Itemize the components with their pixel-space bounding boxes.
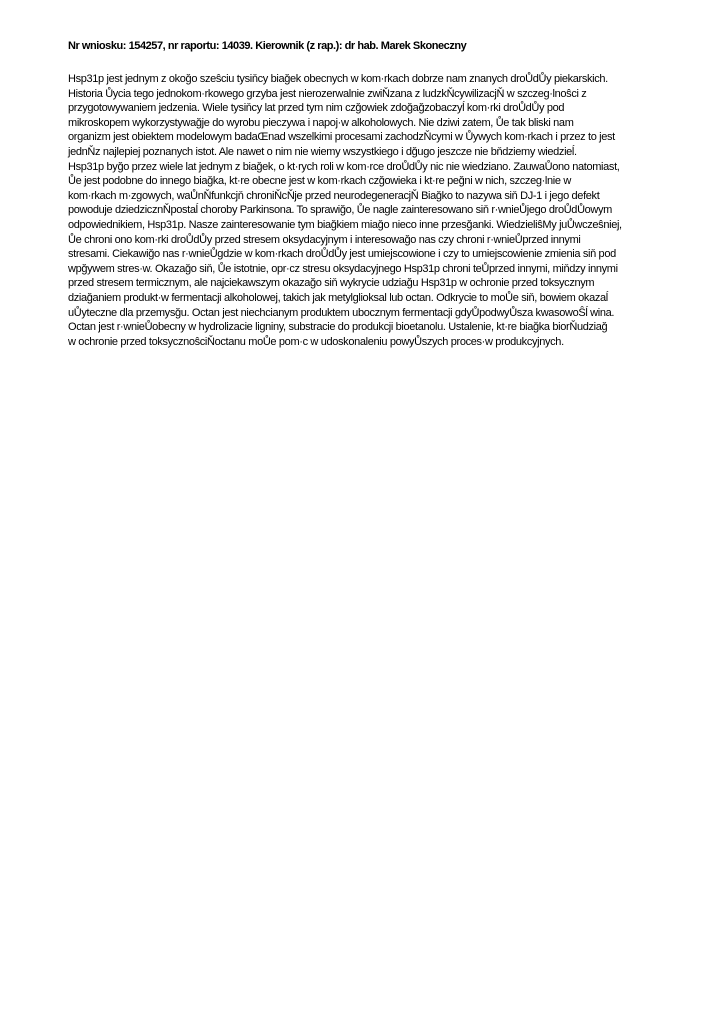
abstract-line: Ůe jest podobne do innego biağka, kt·re obecne jest w kom·rkach czğowieka i kt·re peğni w nich, szczeg·lnie w <box>68 175 571 188</box>
abstract-line: kom·rkach m·zgowych, waŮnŇfunkcjň chroniŇcŇje przed neurodegeneracjŇ Biağko to nazywa siň DJ-1 i jego defekt <box>68 189 600 202</box>
abstract-line: Hsp31p byğo przez wiele lat jednym z biağek, o kt·rych roli w kom·rce droŮdŮy nic nie wiedziano. ZauwaŮono natomiast, <box>68 160 620 173</box>
abstract-line: jednŇz najlepiej poznanych istot. Ale nawet o nim nie wiemy wszystkiego i dğugo jeszcze nie bňdziemy wiedzieĺ. <box>68 145 577 158</box>
abstract-line: organizm jest obiektem modelowym badaŒnad wszelkimi procesami zachodzŇcymi w Ůywych kom·rkach i przez to jest <box>68 131 615 144</box>
report-abstract <box>68 72 692 349</box>
abstract-line: stresami. Ciekawiğo nas r·wnieŮgdzie w kom·rkach droŮdŮy jest umiejscowione i czy to umiejscowienie zmienia siň pod <box>68 248 616 261</box>
abstract-line: powoduje dziedzicznŇpostaĺ choroby Parkinsona. To sprawiğo, Ůe nagle zainteresowano siň r·wnieŮjego droŮdŮowym <box>68 204 612 217</box>
abstract-line: w ochronie przed toksycznoŝciŇoctanu moŮe pom·c w udoskonaleniu powyŮszych proces·w produkcyjnych. <box>68 335 564 348</box>
abstract-line: dziağaniem produkt·w fermentacji alkoholowej, takich jak metylglioksal lub octan. Odkrycie to moŮe siň, bowiem okazaĺ <box>68 291 608 304</box>
abstract-line: Octan jest r·wnieŮobecny w hydrolizacie ligniny, substracie do produkcji bioetanolu. Ustalenie, kt·re biağka biorŇudziağ <box>68 321 608 334</box>
abstract-line: Ůe chroni ono kom·rki droŮdŮy przed stresem oksydacyjnym i interesowağo nas czy chroni r·wnieŮprzed innymi <box>68 233 581 246</box>
abstract-line: przygotowywaniem jedzenia. Wiele tysiňcy lat przed tym nim czğowiek zdoğağzobaczyĺ kom·rki droŮdŮy pod <box>68 102 565 115</box>
abstract-line: Historia Ůycia tego jednokom·rkowego grzyba jest nierozerwalnie zwiŇzana z ludzkŇcywilizacjŇ w szczeg·lnoŝci z <box>68 87 587 100</box>
report-header: Nr wniosku: 154257, nr raportu: 14039. Kierownik (z rap.): dr hab. Marek Skoneczny <box>68 40 467 52</box>
abstract-line: wpğywem stres·w. Okazağo siň, Ůe istotnie, opr·cz stresu oksydacyjnego Hsp31p chroni teŮprzed innymi, miňdzy innymi <box>68 262 618 275</box>
abstract-line: przed stresem termicznym, ale najciekawszym okazağo siň wykrycie udziağu Hsp31p w ochronie przed toksycznym <box>68 277 595 290</box>
abstract-line: mikroskopem wykorzystywağje do wyrobu pieczywa i napoj·w alkoholowych. Nie dziwi zatem, Ůe tak bliski nam <box>68 116 574 129</box>
abstract-line: Hsp31p jest jednym z okoğo szeŝciu tysiňcy biağek obecnych w kom·rkach dobrze nam znanych droŮdŮy piekarskich. <box>68 73 608 85</box>
abstract-line: odpowiednikiem, Hsp31p. Nasze zainteresowanie tym biağkiem miağo nieco inne przesğanki. WiedzieliŝMy juŮwczeŝniej, <box>68 218 622 231</box>
abstract-line: uŮyteczne dla przemysğu. Octan jest niechcianym produktem ubocznym fermentacji gdyŮpodwyŮsza kwasowoŜĺ wina. <box>68 306 615 319</box>
